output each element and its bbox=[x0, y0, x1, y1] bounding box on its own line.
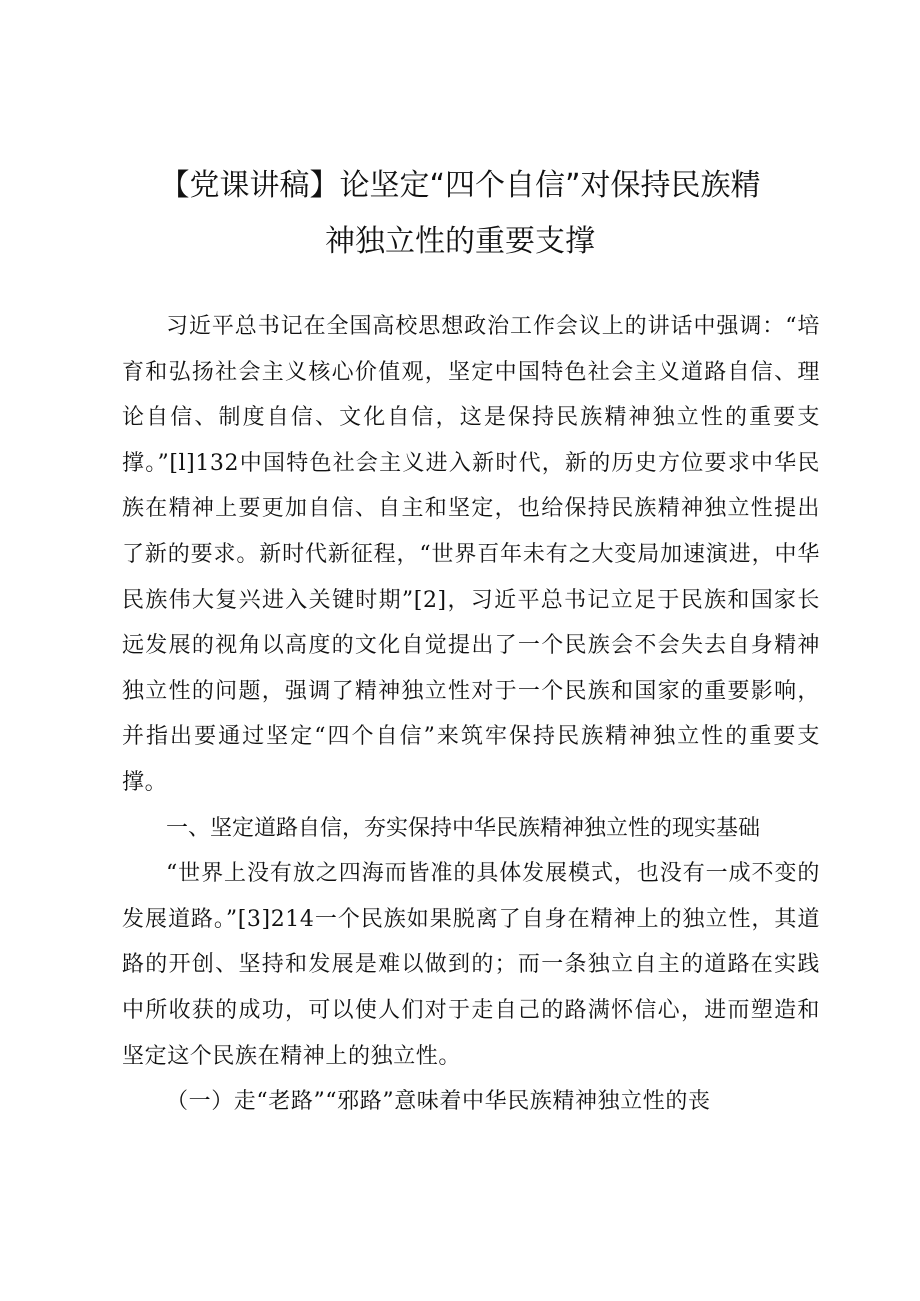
intro-paragraph: 习近平总书记在全国高校思想政治工作会议上的讲话中强调：“培育和弘扬社会主义核心价值观，坚定中国特色社会主义道路自信、理论自信、制度自信、文化自信，这是保持民族精神独立性的重要支撑。”[l]132中国特色社会主义进入新时代，新的历史方位要求中华民族在精神上要更加自信、自主和坚定，也给保持民族精神独立性提出了新的要求。新时代新征程，“世界百年未有之大变局加速演进，中华民族伟大复兴进入关键时期”[2]，习近平总书记立足于民族和国家长远发展的视角以高度的文化自觉提出了一个民族会不会失去自身精神独立性的问题，强调了精神独立性对于一个民族和国家的重要影响，并指出要通过坚定“四个自信”来筑牢保持民族精神独立性的重要支撑。 bbox=[122, 314, 820, 795]
subsection-heading-1: （一）走“老路”“邪路”意味着中华民族精神独立性的丧 bbox=[166, 1089, 711, 1115]
section-heading-1: 一、坚定道路自信，夯实保持中华民族精神独立性的现实基础 bbox=[166, 815, 761, 841]
document-title bbox=[110, 158, 810, 270]
section-1-paragraph: “世界上没有放之四海而皆准的具体发展模式，也没有一成不变的发展道路。”[3]214一个民族如果脱离了自身在精神上的独立性，其道路的开创、坚持和发展是难以做到的；而一条独立自主的道路在实践中所收获的成功，可以使人们对于走自己的路满怀信心，进而塑造和坚定这个民族在精神上的独立性。 bbox=[122, 861, 820, 1069]
document-body bbox=[122, 304, 820, 1125]
title-line-2: 神独立性的重要支撑 bbox=[325, 224, 595, 259]
title-line-1: 【党课讲稿】论坚定“四个自信”对保持民族精 bbox=[159, 168, 761, 203]
